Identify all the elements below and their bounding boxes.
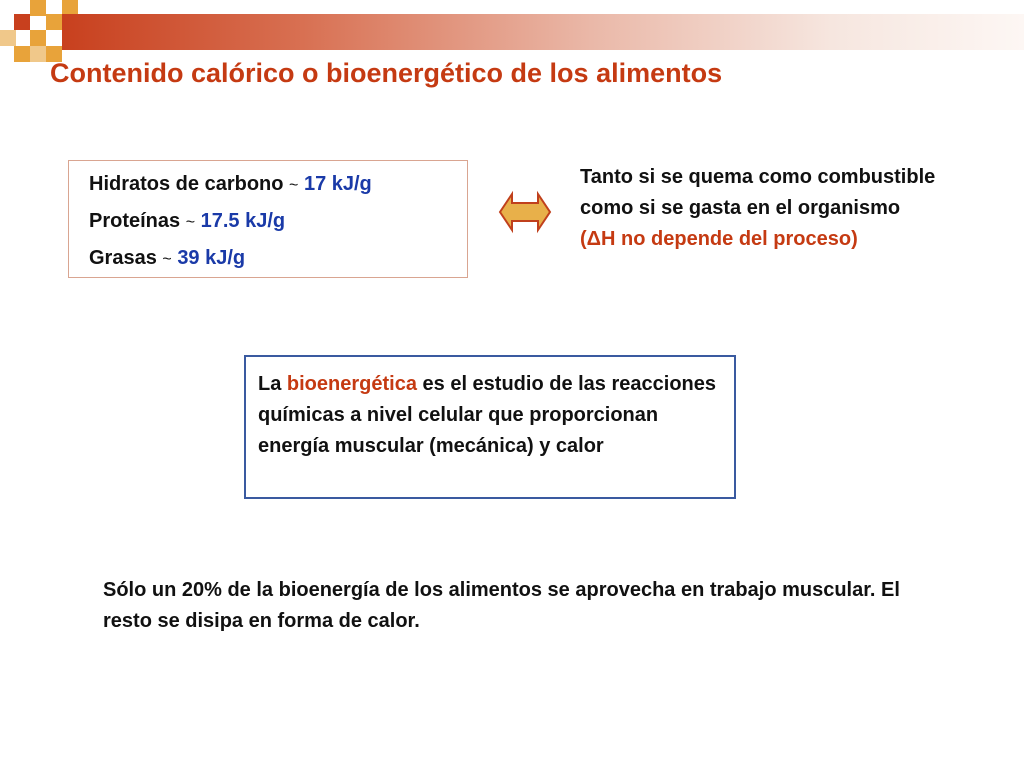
decor-square [30, 0, 46, 16]
definition-text [258, 369, 724, 462]
bottom-note: Sólo un 20% de la bioenergía de los alimentos se aprovecha en trabajo muscular. El resto se disipa en forma de calor. [103, 579, 900, 632]
decor-square [14, 46, 30, 62]
definition-body: es el estudio de las reacciones químicas a nivel celular que proporcionan energía muscular (mecánica) y calor [258, 373, 716, 457]
header-gradient-band [62, 14, 1024, 50]
process-note-highlight: (ΔH no depende del proceso) [580, 228, 858, 250]
definition-term: bioenergética [286, 373, 417, 395]
macro-separator: ~ [289, 177, 299, 194]
macro-value: 17.5 kJ/g [200, 210, 286, 232]
decor-square [46, 14, 62, 30]
definition-prefix: La [258, 373, 282, 395]
macro-name: Grasas [89, 247, 157, 269]
macronutrient-energy-box [68, 160, 468, 278]
macro-name: Proteínas [89, 210, 181, 232]
macro-separator: ~ [162, 251, 172, 268]
decor-square [30, 46, 46, 62]
macro-separator: ~ [185, 214, 196, 231]
double-headed-arrow-icon [498, 190, 552, 234]
macro-row-proteins [89, 210, 285, 233]
macro-name: Hidratos de carbono [89, 173, 284, 195]
process-note-text: Tanto si se quema como combustible como si se gasta en el organismo [580, 166, 936, 219]
bioenergetics-definition-box [244, 355, 736, 499]
process-note [580, 162, 940, 255]
macro-value: 39 kJ/g [177, 247, 246, 269]
decor-square [14, 14, 30, 30]
macro-row-carbohydrates [89, 173, 372, 196]
page-title: Contenido calórico o bioenergético de los alimentos [50, 58, 723, 88]
decor-square [0, 30, 16, 46]
macro-value: 17 kJ/g [303, 173, 372, 195]
macro-row-fats [89, 247, 245, 270]
decor-square [30, 30, 46, 46]
